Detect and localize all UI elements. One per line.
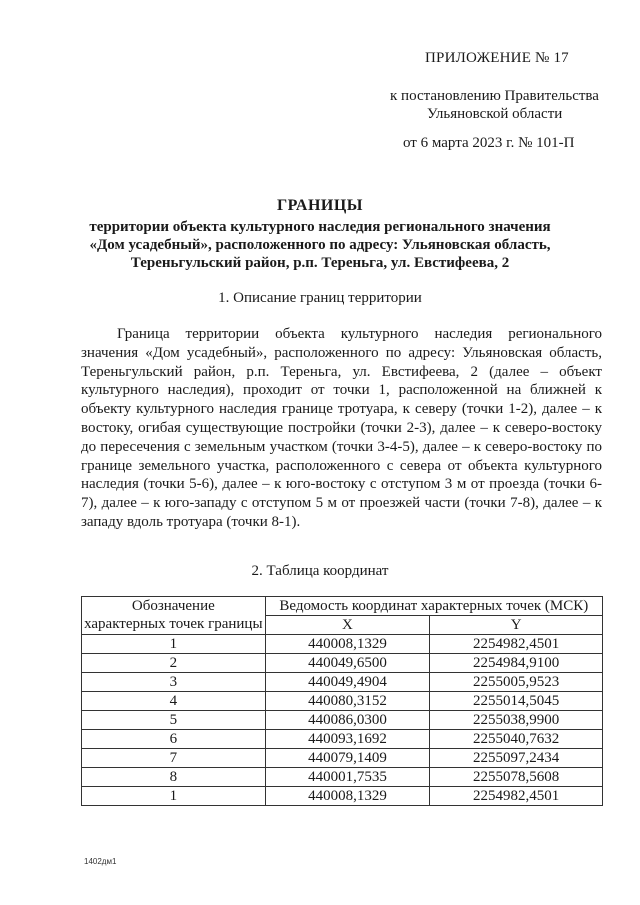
document-code: 1402дм1 <box>84 857 117 866</box>
coordinates-table <box>81 596 603 806</box>
section1-heading: 1. Описание границ территории <box>218 290 422 306</box>
document-subtitle-line2: «Дом усадебный», расположенного по адресу: Ульяновская область, <box>89 237 551 253</box>
point-number: 6 <box>82 730 266 749</box>
y-column-header: Y <box>430 616 603 635</box>
y-coordinate: 2255014,5045 <box>430 692 603 711</box>
boundary-description: Граница территории объекта культурного наследия регионального значения «Дом усадебный», расположенного по адресу: Ульяновская область, Тереньгульский район, р.п. Тереньга, ул. Евстифеева, 2 (далее – объект культурного наследия), проходит от точки 1, расположенной на ближней к объекту культурного наследия границе тротуара, к северу (точки 1-2), далее – к востоку, огибая существующие постройки (точки 2-3), далее – к северо-востоку до пересечения с земельным участком (точки 3-4-5), далее – к северо-востоку по границе земельного участка, расположенного с севера от объекта культурного наследия (точки 5-6), далее – к юго-востоку с отступом 3 м от проезда (точки 6-7), далее – к юго-западу с отступом 5 м от проезжей части (точки 7-8), далее – к западу вдоль тротуара (точки 8-1). <box>81 326 602 530</box>
decree-reference-line2: Ульяновской области <box>427 106 563 122</box>
y-coordinate: 2255097,2434 <box>430 749 603 768</box>
table-row <box>82 711 603 730</box>
x-coordinate: 440008,1329 <box>265 635 430 654</box>
x-coordinate: 440049,4904 <box>265 673 430 692</box>
point-number: 3 <box>82 673 266 692</box>
point-number: 1 <box>82 787 266 806</box>
point-designation-header: Обозначение <box>82 597 266 616</box>
coordinates-group-header: Ведомость координат характерных точек (МСК) <box>265 597 602 616</box>
document-subtitle-line1: территории объекта культурного наследия регионального значения <box>89 219 551 235</box>
table-row <box>82 692 603 711</box>
x-coordinate: 440049,6500 <box>265 654 430 673</box>
y-coordinate: 2255040,7632 <box>430 730 603 749</box>
table-row <box>82 635 603 654</box>
x-coordinate: 440080,3152 <box>265 692 430 711</box>
y-coordinate: 2254982,4501 <box>430 787 603 806</box>
table-row <box>82 654 603 673</box>
y-coordinate: 2255005,9523 <box>430 673 603 692</box>
decree-reference-line1: к постановлению Правительства <box>390 88 599 104</box>
appendix-number: ПРИЛОЖЕНИЕ № 17 <box>425 50 569 66</box>
point-designation-header-line2: характерных точек границы <box>82 616 266 635</box>
table-row <box>82 730 603 749</box>
point-number: 7 <box>82 749 266 768</box>
y-coordinate: 2254982,4501 <box>430 635 603 654</box>
point-number: 8 <box>82 768 266 787</box>
x-coordinate: 440001,7535 <box>265 768 430 787</box>
document-subtitle-line3: Тереньгульский район, р.п. Тереньга, ул. Евстифеева, 2 <box>130 255 510 271</box>
y-coordinate: 2254984,9100 <box>430 654 603 673</box>
x-coordinate: 440079,1409 <box>265 749 430 768</box>
y-coordinate: 2255078,5608 <box>430 768 603 787</box>
table-row <box>82 768 603 787</box>
point-number: 1 <box>82 635 266 654</box>
y-coordinate: 2255038,9900 <box>430 711 603 730</box>
decree-date-number: от 6 марта 2023 г. № 101-П <box>403 135 575 151</box>
x-coordinate: 440086,0300 <box>265 711 430 730</box>
x-coordinate: 440093,1692 <box>265 730 430 749</box>
document-title: ГРАНИЦЫ <box>276 197 363 214</box>
x-column-header: X <box>265 616 430 635</box>
point-number: 2 <box>82 654 266 673</box>
section2-heading: 2. Таблица координат <box>251 563 389 579</box>
point-number: 5 <box>82 711 266 730</box>
x-coordinate: 440008,1329 <box>265 787 430 806</box>
table-row <box>82 749 603 768</box>
point-number: 4 <box>82 692 266 711</box>
table-row <box>82 673 603 692</box>
table-row <box>82 787 603 806</box>
